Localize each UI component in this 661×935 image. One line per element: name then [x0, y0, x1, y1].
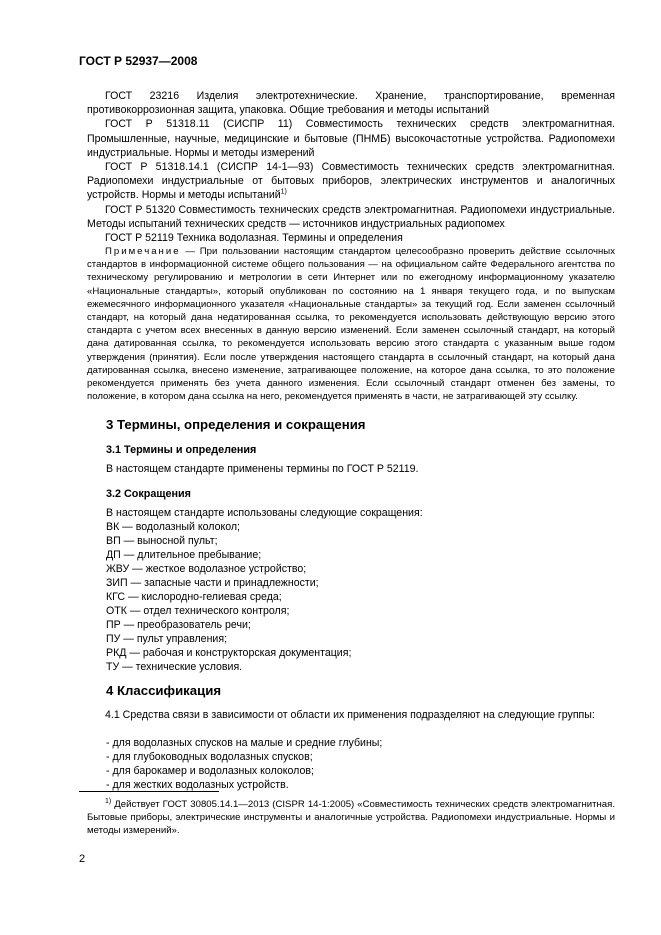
reference-item — [87, 160, 615, 203]
abbreviation-item: ОТК — отдел технического контроля; — [106, 605, 290, 617]
section-3-title: 3 Термины, определения и сокращения — [106, 417, 366, 432]
section-4-paragraph: 4.1 Средства связи в зависимости от области их применения подразделяют на следующие группы: — [105, 709, 595, 721]
abbreviation-item: ВП — выносной пульт; — [106, 535, 218, 547]
note-label: Примечание — [105, 246, 181, 257]
references-list — [87, 89, 615, 245]
section-4-body — [87, 708, 615, 722]
page-number: 2 — [79, 853, 86, 865]
subsection-3-2-title: 3.2 Сокращения — [106, 488, 191, 500]
note-paragraph — [87, 245, 615, 403]
footnote — [87, 798, 615, 837]
abbreviation-item: ТУ — технические условия. — [106, 661, 243, 673]
classification-item: - для глубоководных водолазных спусков; — [106, 751, 313, 763]
subsection-3-1-title: 3.1 Термины и определения — [106, 444, 257, 456]
reference-item: ГОСТ Р 52119 Техника водолазная. Термины и определения — [105, 232, 403, 245]
abbreviation-item: ПУ — пульт управления; — [106, 633, 228, 645]
reference-item: ГОСТ Р 51320 Совместимость технических средств электромагнитная. Радиопомехи индустриальные. Методы испытаний технических средств — источников индустриальных радиопомех — [87, 203, 615, 230]
classification-item: - для водолазных спусков на малые и средние глубины; — [106, 737, 383, 749]
note-text: — При пользовании настоящим стандартом целесообразно проверить действие ссылочных стандартов в информационной системе общего пользования — на официальном сайте Федерального агентства по техническому регулированию и метрологии в сети Интернет или по ежегодному информационному указателю «Национальные стандарты», который опубликован по состоянию на 1 января текущего года, и по выпускам ежемесячного информационного указателя «Национальные стандарты» за текущий год. Если заменен ссылочный стандарт, на который дана недатированная ссылка, то рекомендуется использовать действующую версию этого стандарта с учетом всех внесенных в данную версию изменений. Если заменен ссылочный стандарт, на который дана датированная ссылка, то рекомендуется использовать версию этого стандарта с указанным выше годом утверждения (принятия). Если после утверждения настоящего стандарта в ссылочный стандарт, на который дана датированная ссылка, внесено изменение, затрагивающее положение, на которое дана ссылка, то это положение рекомендуется применять без учета данного изменения. Если ссылочный стандарт отменен без замены, то положение, в котором дана ссылка на него, рекомендуется применять в части, не затрагивающей эту ссылку. — [87, 246, 615, 403]
subsection-3-1-text: В настоящем стандарте применены термины по ГОСТ Р 52119. — [106, 463, 419, 475]
footnote-text: Действует ГОСТ 30805.14.1—2013 (CISPR 14-1:2005) «Совместимость технических средств электромагнитная. Бытовые приборы, электрические инструменты и аналогичные устройства. Радиопомехи индустриальные. Нормы и методы измерений». — [87, 799, 615, 836]
reference-item: ГОСТ Р 51318.11 (СИСПР 11) Совместимость технических средств электромагнитная. Промышленные, научные, медицинские и бытовые (ПНМБ) высокочастотные устройства. Радиопомехи индустриальные. Нормы и методы измерений — [87, 118, 615, 159]
abbreviation-item: РКД — рабочая и конструкторская документация; — [106, 647, 352, 659]
subsection-3-2-intro: В настоящем стандарте использованы следующие сокращения: — [106, 507, 423, 519]
abbreviation-item: КГС — кислородно-гелиевая среда; — [106, 591, 282, 603]
document-header: ГОСТ Р 52937—2008 — [79, 54, 198, 68]
reference-item: ГОСТ 23216 Изделия электротехнические. Хранение, транспортирование, временная противокоррозионная защита, упаковка. Общие требования и методы испытаний — [87, 90, 615, 117]
abbreviation-item: ВК — водолазный колокол; — [106, 521, 241, 533]
abbreviation-item: ПР — преобразователь речи; — [106, 619, 251, 631]
footnote-rule — [79, 791, 219, 792]
footnote-mark: 1) — [105, 797, 112, 805]
section-4-title: 4 Классификация — [106, 683, 222, 698]
footnote-marker: 1) — [280, 188, 287, 196]
abbreviation-item: ДП — длительное пребывание; — [106, 549, 262, 561]
reference-text: ГОСТ Р 51318.14.1 (СИСПР 14-1—93) Совместимость технических средств электромагнитная. Радиопомехи индустриальные от бытовых приборов, электрических инструментов и аналогичных устройств. Нормы и методы испытаний — [87, 161, 615, 202]
classification-item: - для жестких водолазных устройств. — [106, 779, 289, 791]
abbreviation-item: ЖВУ — жесткое водолазное устройство; — [106, 563, 307, 575]
classification-item: - для барокамер и водолазных колоколов; — [106, 765, 314, 777]
abbreviation-item: ЗИП — запасные части и принадлежности; — [106, 577, 319, 589]
note-block — [87, 245, 615, 403]
